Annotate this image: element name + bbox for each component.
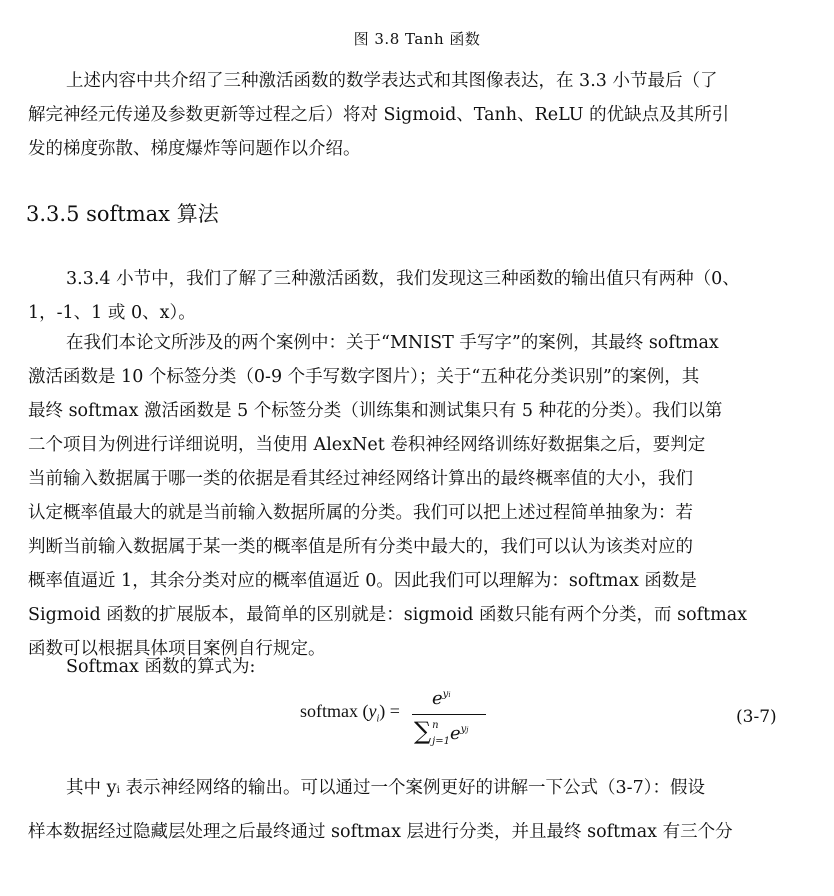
- paragraph-activation-summary: [28, 262, 798, 330]
- formula-function-name: softmax: [300, 701, 358, 721]
- fraction-bar: [412, 714, 486, 715]
- numerator-exponent-subscript: i: [448, 691, 451, 699]
- summation-symbol: ∑: [414, 717, 432, 745]
- formula-open-paren: (: [358, 701, 369, 721]
- denominator-base: e: [449, 723, 461, 744]
- text-line: 判断当前输入数据属于某一类的概率值是所有分类中最大的，我们可以认为该类对应的: [28, 537, 693, 557]
- formula-variable-subscript: i: [376, 713, 380, 725]
- figure-caption: 图 3.8 Tanh 函数: [353, 30, 481, 48]
- text-line: Sigmoid 函数的扩展版本，最简单的区别就是：sigmoid 函数只能有两个分类，而 softmax: [28, 605, 748, 625]
- equation-number: (3-7): [736, 707, 777, 727]
- denominator-exponent-subscript: j: [466, 726, 469, 734]
- text-line: 当前输入数据属于哪一类的依据是看其经过神经网络计算出的最终概率值的大小，我们: [28, 469, 693, 489]
- text-line: 样本数据经过隐藏层处理之后最终通过 softmax 层进行分类，并且最终 softmax 有三个分: [28, 822, 733, 842]
- text-line: 在我们本论文所涉及的两个案例中：关于“MNIST 手写字”的案例，其最终 softmax: [66, 333, 719, 353]
- intro-paragraph: [28, 64, 798, 166]
- text-line: 其中 yᵢ 表示神经网络的输出。可以通过一个案例更好的讲解一下公式（3-7）：假设: [66, 778, 705, 798]
- formula-close-equals: ) =: [379, 701, 400, 721]
- text-line: 激活函数是 10 个标签分类（0-9 个手写数字图片）；关于“五种花分类识别”的案例，其: [28, 367, 700, 387]
- formula-fraction: [410, 684, 490, 754]
- section-heading: 3.3.5 softmax 算法: [26, 202, 219, 226]
- text-line: Softmax 函数的算式为:: [66, 657, 256, 677]
- summation-upper-limit: n: [432, 720, 439, 731]
- formula-denominator: [414, 717, 468, 747]
- text-line: 解完神经元传递及参数更新等过程之后）将对 Sigmoid、Tanh、ReLU 的优缺点及其所引: [28, 105, 730, 125]
- text-line: 1，-1、1 或 0、x）。: [28, 303, 196, 323]
- text-line: 上述内容中共介绍了三种激活函数的数学表达式和其图像表达，在 3.3 小节最后（了: [66, 71, 718, 91]
- text-line: 二个项目为例进行详细说明，当使用 AlexNet 卷积神经网络训练好数据集之后，要判定: [28, 435, 706, 455]
- numerator-base: e: [432, 688, 443, 709]
- summation-lower-limit: j=1: [432, 736, 450, 747]
- numerator-exponent: y: [442, 689, 449, 700]
- text-line: 概率值逼近 1，其余分类对应的概率值逼近 0。因此我们可以理解为：softmax 函数是: [28, 571, 697, 591]
- text-line: 认定概率值最大的就是当前输入数据所属的分类。我们可以把上述过程简单抽象为：若: [28, 503, 693, 523]
- paragraph-formula-explanation: [28, 771, 798, 849]
- text-line: 最终 softmax 激活函数是 5 个标签分类（训练集和测试集只有 5 种花的分类）。我们以第: [28, 401, 723, 421]
- formula-intro: [28, 650, 798, 684]
- softmax-formula: [300, 684, 500, 754]
- paragraph-softmax-explanation: [28, 326, 798, 666]
- denominator-exponent: y: [460, 724, 467, 735]
- formula-lhs: [300, 701, 400, 725]
- formula-numerator: [432, 688, 451, 709]
- formula-variable: y: [368, 701, 377, 721]
- text-line: 函数可以根据具体项目案例自行规定。: [28, 639, 326, 659]
- text-line: 3.3.4 小节中，我们了解了三种激活函数，我们发现这三种函数的输出值只有两种（0、: [66, 269, 740, 289]
- text-line: 发的梯度弥散、梯度爆炸等问题作以介绍。: [28, 139, 361, 159]
